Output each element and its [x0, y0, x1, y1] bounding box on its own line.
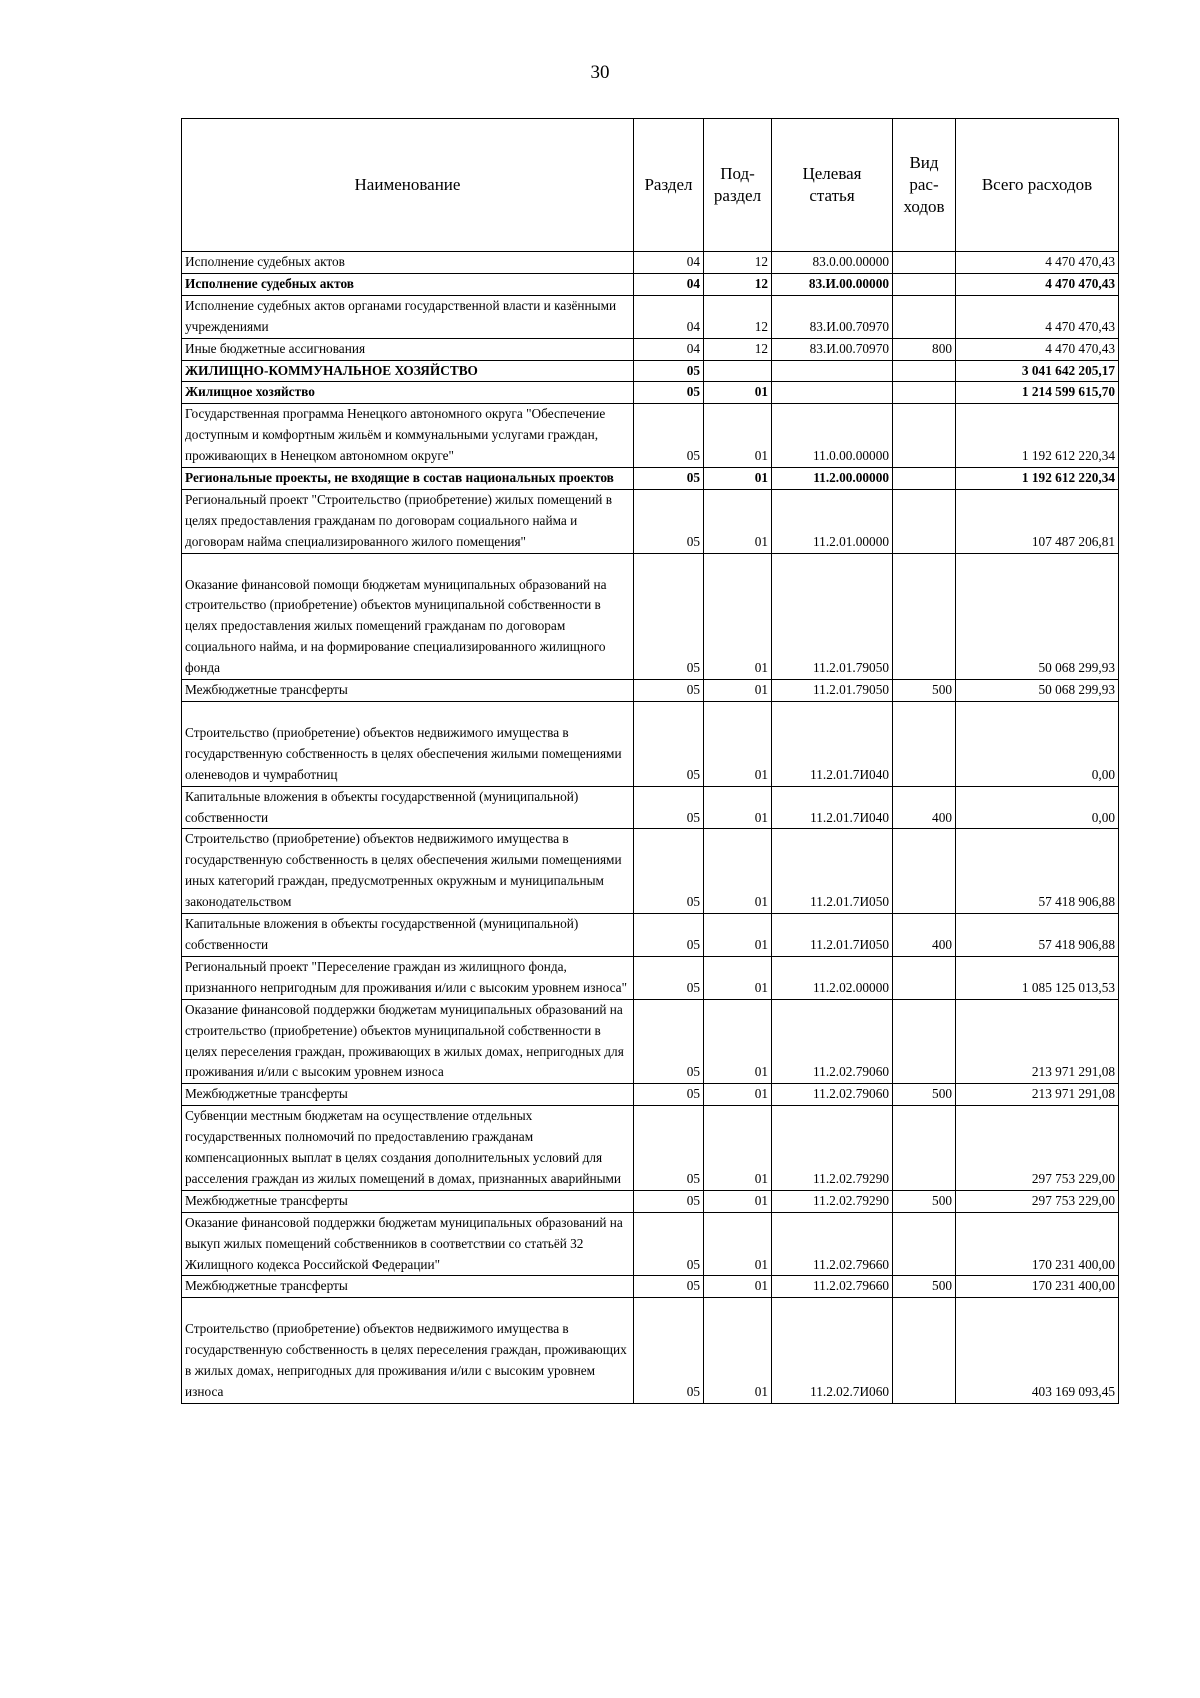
- cell-target: 11.2.02.79660: [772, 1276, 893, 1298]
- table-row: [182, 468, 1119, 490]
- cell-type: [893, 273, 956, 295]
- table-header-row: [182, 119, 1119, 252]
- cell-total: 4 470 470,43: [956, 252, 1119, 274]
- cell-type: [893, 404, 956, 468]
- cell-name: Региональные проекты, не входящие в состав национальных проектов: [182, 468, 634, 490]
- cell-subsection: 01: [704, 786, 772, 829]
- cell-section: 05: [634, 829, 704, 914]
- cell-subsection: 01: [704, 1106, 772, 1191]
- cell-type: 400: [893, 786, 956, 829]
- table-row: [182, 1298, 1119, 1404]
- cell-target: [772, 360, 893, 382]
- cell-section: 04: [634, 295, 704, 338]
- cell-subsection: 01: [704, 1084, 772, 1106]
- cell-section: 05: [634, 360, 704, 382]
- cell-section: 05: [634, 1190, 704, 1212]
- cell-name: Региональный проект "Переселение граждан из жилищного фонда, признанного непригодным для проживания и/или с высоким уровнем износа": [182, 956, 634, 999]
- cell-subsection: 12: [704, 338, 772, 360]
- cell-section: 05: [634, 553, 704, 679]
- cell-name: Межбюджетные трансферты: [182, 1276, 634, 1298]
- cell-section: 04: [634, 252, 704, 274]
- cell-name: Иные бюджетные ассигнования: [182, 338, 634, 360]
- cell-type: 800: [893, 338, 956, 360]
- cell-name: Оказание финансовой помощи бюджетам муниципальных образований на строительство (приобретение) объектов муниципальной собственности в целях предоставления жилых помещений гражданам по договорам социального найма, и на формирование специализированного жилищного фонда: [182, 553, 634, 679]
- cell-section: 05: [634, 914, 704, 957]
- table-row: [182, 553, 1119, 679]
- cell-section: 05: [634, 956, 704, 999]
- cell-total: 1 214 599 615,70: [956, 382, 1119, 404]
- cell-section: 05: [634, 999, 704, 1084]
- cell-total: 107 487 206,81: [956, 489, 1119, 553]
- cell-type: [893, 553, 956, 679]
- table-row: [182, 1276, 1119, 1298]
- cell-target: 83.И.00.70970: [772, 338, 893, 360]
- cell-section: 05: [634, 680, 704, 702]
- column-header-name: Наименование: [182, 119, 634, 252]
- table-row: [182, 1084, 1119, 1106]
- table-row: [182, 1212, 1119, 1276]
- cell-target: [772, 382, 893, 404]
- cell-type: 400: [893, 914, 956, 957]
- cell-name: Строительство (приобретение) объектов недвижимого имущества в государственную собственность в целях обеспечения жилыми помещениями иных категорий граждан, предусмотренных окружным и муниципальным законодательством: [182, 829, 634, 914]
- column-header-type: Вид рас- ходов: [893, 119, 956, 252]
- cell-type: [893, 295, 956, 338]
- table-row: [182, 786, 1119, 829]
- cell-section: 04: [634, 338, 704, 360]
- table-row: [182, 489, 1119, 553]
- table-row: [182, 273, 1119, 295]
- cell-subsection: 01: [704, 382, 772, 404]
- cell-total: 213 971 291,08: [956, 999, 1119, 1084]
- cell-type: 500: [893, 1276, 956, 1298]
- cell-subsection: 01: [704, 702, 772, 787]
- table-row: [182, 252, 1119, 274]
- cell-name: Региональный проект "Строительство (приобретение) жилых помещений в целях предоставления гражданам по договорам социального найма и договорам найма специализированного жилого помещения": [182, 489, 634, 553]
- cell-section: 05: [634, 404, 704, 468]
- table-row: [182, 914, 1119, 957]
- cell-section: 05: [634, 786, 704, 829]
- cell-type: [893, 360, 956, 382]
- cell-subsection: 01: [704, 1190, 772, 1212]
- cell-total: 4 470 470,43: [956, 273, 1119, 295]
- cell-name: Исполнение судебных актов: [182, 252, 634, 274]
- column-header-subsection: Под- раздел: [704, 119, 772, 252]
- cell-subsection: 01: [704, 404, 772, 468]
- cell-target: 11.2.02.79060: [772, 999, 893, 1084]
- cell-subsection: 01: [704, 829, 772, 914]
- table-row: [182, 360, 1119, 382]
- cell-subsection: 01: [704, 489, 772, 553]
- cell-target: 11.2.01.00000: [772, 489, 893, 553]
- cell-type: [893, 382, 956, 404]
- cell-name: Капитальные вложения в объекты государственной (муниципальной) собственности: [182, 914, 634, 957]
- cell-name: Оказание финансовой поддержки бюджетам муниципальных образований на строительство (приобретение) объектов муниципальной собственности в целях переселения граждан, проживающих в жилых домах, непригодных для проживания и/или с высоким уровнем износа: [182, 999, 634, 1084]
- cell-name: Строительство (приобретение) объектов недвижимого имущества в государственную собственность в целях переселения граждан, проживающих в жилых домах, непригодных для проживания и/или с высоким уровнем износа: [182, 1298, 634, 1404]
- cell-subsection: 01: [704, 1276, 772, 1298]
- cell-subsection: 01: [704, 914, 772, 957]
- cell-target: 83.И.00.70970: [772, 295, 893, 338]
- table-row: [182, 956, 1119, 999]
- cell-section: 05: [634, 702, 704, 787]
- cell-total: 297 753 229,00: [956, 1106, 1119, 1191]
- cell-name: Межбюджетные трансферты: [182, 1190, 634, 1212]
- budget-table: [181, 118, 1119, 1404]
- cell-target: 11.2.00.00000: [772, 468, 893, 490]
- cell-target: 11.2.02.79290: [772, 1190, 893, 1212]
- cell-section: 05: [634, 489, 704, 553]
- cell-total: 0,00: [956, 786, 1119, 829]
- table-row: [182, 295, 1119, 338]
- cell-name: Капитальные вложения в объекты государственной (муниципальной) собственности: [182, 786, 634, 829]
- cell-type: [893, 252, 956, 274]
- cell-type: 500: [893, 1190, 956, 1212]
- cell-target: 11.2.01.79050: [772, 553, 893, 679]
- table-row: [182, 338, 1119, 360]
- cell-total: 213 971 291,08: [956, 1084, 1119, 1106]
- cell-name: Исполнение судебных актов органами государственной власти и казёнными учреждениями: [182, 295, 634, 338]
- cell-total: 50 068 299,93: [956, 680, 1119, 702]
- cell-target: 11.2.02.79660: [772, 1212, 893, 1276]
- cell-subsection: 12: [704, 252, 772, 274]
- cell-type: [893, 489, 956, 553]
- cell-total: 170 231 400,00: [956, 1212, 1119, 1276]
- cell-section: 05: [634, 382, 704, 404]
- cell-subsection: 01: [704, 999, 772, 1084]
- cell-total: 170 231 400,00: [956, 1276, 1119, 1298]
- cell-subsection: 01: [704, 956, 772, 999]
- column-header-target: Целевая статья: [772, 119, 893, 252]
- cell-name: ЖИЛИЩНО-КОММУНАЛЬНОЕ ХОЗЯЙСТВО: [182, 360, 634, 382]
- cell-total: 1 192 612 220,34: [956, 404, 1119, 468]
- cell-subsection: 01: [704, 553, 772, 679]
- cell-name: Межбюджетные трансферты: [182, 680, 634, 702]
- cell-name: Исполнение судебных актов: [182, 273, 634, 295]
- cell-total: 57 418 906,88: [956, 829, 1119, 914]
- cell-subsection: 12: [704, 295, 772, 338]
- cell-target: 83.И.00.00000: [772, 273, 893, 295]
- cell-name: Межбюджетные трансферты: [182, 1084, 634, 1106]
- table-row: [182, 1190, 1119, 1212]
- page-number: 30: [590, 62, 610, 83]
- cell-total: 4 470 470,43: [956, 295, 1119, 338]
- cell-name: Государственная программа Ненецкого автономного округа "Обеспечение доступным и комфортным жильём и коммунальными услугами граждан, проживающих в Ненецком автономном округе": [182, 404, 634, 468]
- cell-type: [893, 1298, 956, 1404]
- cell-section: 05: [634, 1106, 704, 1191]
- cell-target: 83.0.00.00000: [772, 252, 893, 274]
- cell-section: 05: [634, 1084, 704, 1106]
- cell-target: 11.2.01.79050: [772, 680, 893, 702]
- cell-total: 0,00: [956, 702, 1119, 787]
- cell-section: 04: [634, 273, 704, 295]
- cell-total: 403 169 093,45: [956, 1298, 1119, 1404]
- table-row: [182, 404, 1119, 468]
- cell-target: 11.0.00.00000: [772, 404, 893, 468]
- cell-type: [893, 956, 956, 999]
- cell-section: 05: [634, 1212, 704, 1276]
- cell-section: 05: [634, 468, 704, 490]
- cell-subsection: 01: [704, 680, 772, 702]
- cell-type: [893, 1106, 956, 1191]
- cell-total: 297 753 229,00: [956, 1190, 1119, 1212]
- cell-total: 4 470 470,43: [956, 338, 1119, 360]
- column-header-total: Всего расходов: [956, 119, 1119, 252]
- cell-name: Оказание финансовой поддержки бюджетам муниципальных образований на выкуп жилых помещений собственников в соответствии со статьёй 32 Жилищного кодекса Российской Федерации": [182, 1212, 634, 1276]
- table-row: [182, 999, 1119, 1084]
- cell-target: 11.2.02.79060: [772, 1084, 893, 1106]
- cell-subsection: 01: [704, 468, 772, 490]
- cell-target: 11.2.02.79290: [772, 1106, 893, 1191]
- cell-total: 57 418 906,88: [956, 914, 1119, 957]
- cell-target: 11.2.02.7И060: [772, 1298, 893, 1404]
- cell-total: 3 041 642 205,17: [956, 360, 1119, 382]
- cell-type: 500: [893, 1084, 956, 1106]
- budget-table-body: [182, 252, 1119, 1404]
- cell-type: [893, 468, 956, 490]
- table-row: [182, 382, 1119, 404]
- cell-section: 05: [634, 1298, 704, 1404]
- cell-type: [893, 1212, 956, 1276]
- cell-type: [893, 999, 956, 1084]
- table-row: [182, 702, 1119, 787]
- cell-target: 11.2.01.7И050: [772, 914, 893, 957]
- cell-name: Субвенции местным бюджетам на осуществление отдельных государственных полномочий по предоставлению гражданам компенсационных выплат в целях создания дополнительных условий для расселения граждан из жилых помещений в домах, признанных аварийными: [182, 1106, 634, 1191]
- cell-subsection: 01: [704, 1298, 772, 1404]
- cell-target: 11.2.01.7И040: [772, 786, 893, 829]
- cell-type: [893, 702, 956, 787]
- cell-type: [893, 829, 956, 914]
- cell-total: 1 192 612 220,34: [956, 468, 1119, 490]
- cell-target: 11.2.01.7И040: [772, 702, 893, 787]
- table-row: [182, 829, 1119, 914]
- cell-subsection: 12: [704, 273, 772, 295]
- column-header-section: Раздел: [634, 119, 704, 252]
- cell-target: 11.2.01.7И050: [772, 829, 893, 914]
- cell-subsection: 01: [704, 1212, 772, 1276]
- table-row: [182, 1106, 1119, 1191]
- cell-subsection: [704, 360, 772, 382]
- cell-target: 11.2.02.00000: [772, 956, 893, 999]
- cell-type: 500: [893, 680, 956, 702]
- cell-total: 50 068 299,93: [956, 553, 1119, 679]
- cell-total: 1 085 125 013,53: [956, 956, 1119, 999]
- cell-name: Строительство (приобретение) объектов недвижимого имущества в государственную собственность в целях обеспечения жилыми помещениями оленеводов и чумработниц: [182, 702, 634, 787]
- cell-name: Жилищное хозяйство: [182, 382, 634, 404]
- table-row: [182, 680, 1119, 702]
- cell-section: 05: [634, 1276, 704, 1298]
